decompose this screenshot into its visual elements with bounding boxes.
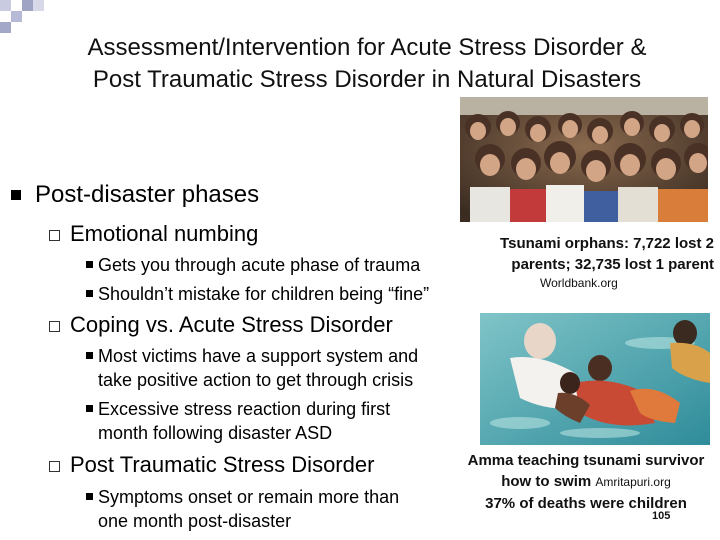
bullet-marker bbox=[86, 405, 93, 412]
bullet-marker bbox=[86, 290, 93, 297]
section-3-item-1 bbox=[98, 485, 399, 533]
orphans-caption-line-1: Tsunami orphans: 7,722 lost 2 bbox=[500, 235, 714, 252]
main-bullet-marker bbox=[11, 190, 21, 200]
swim-lesson-photo bbox=[480, 313, 710, 445]
section-2-item-1-line-2: take positive action to get through crisis bbox=[98, 370, 414, 390]
section-3-heading: Post Traumatic Stress Disorder bbox=[70, 452, 375, 477]
section-1-item-1: Gets you through acute phase of trauma bbox=[98, 255, 421, 275]
section-3-item-1-line-2: one month post-disaster bbox=[98, 511, 292, 531]
swim-caption-line-2 bbox=[452, 471, 720, 493]
bullet-marker bbox=[86, 493, 93, 500]
title-line-1: Assessment/Intervention for Acute Stress Disorder & bbox=[87, 34, 647, 61]
orphans-caption-source: Worldbank.org bbox=[540, 276, 618, 290]
section-2-item-2 bbox=[98, 397, 390, 445]
swim-caption-line-1: Amma teaching tsunami survivor bbox=[467, 452, 705, 469]
section-2-item-1 bbox=[98, 344, 418, 392]
swim-caption-text: how to swim bbox=[501, 473, 592, 490]
title-line-2: Post Traumatic Stress Disorder in Natural Disasters bbox=[92, 66, 642, 93]
section-1-marker bbox=[49, 230, 60, 241]
section-1-item-2: Shouldn’t mistake for children being “fine” bbox=[98, 284, 430, 304]
swim-caption-line-3: 37% of deaths were children bbox=[485, 495, 687, 512]
section-3-item-1-line-1: Symptoms onset or remain more than bbox=[98, 487, 400, 507]
section-2-marker bbox=[49, 321, 60, 332]
slide-title bbox=[22, 32, 712, 96]
section-2-heading: Coping vs. Acute Stress Disorder bbox=[70, 312, 393, 337]
swim-caption-source: Amritapuri.org bbox=[595, 475, 671, 489]
section-2-item-2-line-1: Excessive stress reaction during first bbox=[98, 399, 391, 419]
orphans-caption-line-2: parents; 32,735 lost 1 parent bbox=[511, 256, 714, 273]
page-number: 105 bbox=[652, 510, 671, 522]
section-2-item-1-line-1: Most victims have a support system and bbox=[98, 346, 419, 366]
main-bullet-text: Post-disaster phases bbox=[35, 181, 260, 208]
section-1-heading: Emotional numbing bbox=[70, 221, 259, 246]
orphans-caption bbox=[468, 233, 714, 275]
tsunami-orphans-photo bbox=[460, 97, 708, 222]
section-3-marker bbox=[49, 461, 60, 472]
bullet-marker bbox=[86, 352, 93, 359]
section-2-item-2-line-2: month following disaster ASD bbox=[98, 423, 333, 443]
swim-caption bbox=[452, 450, 720, 514]
bullet-marker bbox=[86, 261, 93, 268]
